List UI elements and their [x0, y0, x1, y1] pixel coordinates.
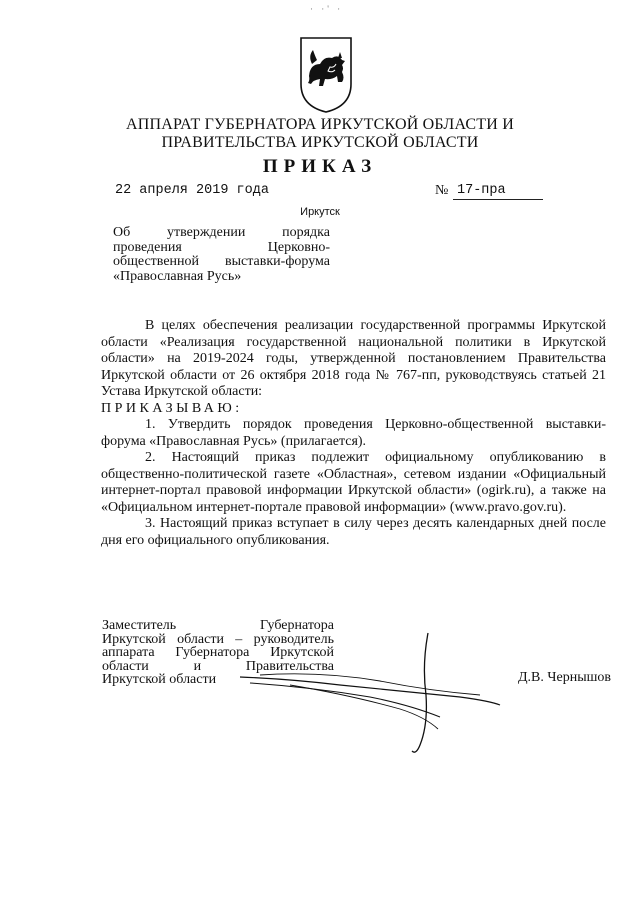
order-item-3: 3. Настоящий приказ вступает в силу через десять календарных дней после дня его официального опубликования.: [101, 516, 606, 548]
order-date: 22 апреля 2019 года: [115, 183, 269, 198]
order-body: [101, 318, 606, 549]
order-word: ПРИКАЗЫВАЮ:: [101, 400, 243, 416]
order-number: 17-пра: [453, 183, 543, 200]
order-item-1: 1. Утвердить порядок проведения Церковно-общественной выставки-форума «Православная Русь» (прилагается).: [101, 417, 606, 449]
signatory-post-line: Иркутской области: [102, 672, 217, 687]
handwritten-signature: [200, 625, 520, 775]
signatory-post-line: Заместитель Губернатора: [102, 618, 334, 633]
org-name-line-2: ПРАВИТЕЛЬСТВА ИРКУТСКОЙ ОБЛАСТИ: [161, 134, 479, 151]
irkutsk-coat-of-arms-icon: [298, 34, 354, 114]
order-subject: Об утверждении порядка проведения Церковно-общественной выставки-форума «Православная Русь»: [113, 225, 330, 284]
signatory-post-line: Иркутской области – руководитель: [102, 631, 334, 647]
city: Иркутск: [300, 206, 340, 218]
signer-name: Д.В. Чернышов: [518, 670, 611, 685]
signatory-post-line: области и Правительства: [102, 658, 334, 674]
order-item-2: 2. Настоящий приказ подлежит официальному опубликованию в общественно-политической газете «Областная», сетевом издании «Официальный интернет-портал правовой информации Иркутской области» (ogirk.ru), а также на «Официальном интернет-портале правовой информации» (www.pravo.gov.ru).: [101, 450, 606, 515]
org-name-line-1: АППАРАТ ГУБЕРНАТОРА ИРКУТСКОЙ ОБЛАСТИ И: [126, 116, 514, 133]
signatory-post-line: аппарата Губернатора Иркутской: [102, 645, 334, 660]
document-title: ПРИКАЗ: [262, 156, 378, 177]
preamble: В целях обеспечения реализации государственной программы Иркутской области «Реализация государственной национальной политики в Иркутской области» на 2019-2024 годы, утвержденной постановлением Правительства Иркутской области от 26 октября 2018 года № 767-пп, руководствуясь статьей 21 Устава Иркутской области:: [101, 318, 606, 399]
scan-marks: · ·' ·: [310, 4, 344, 14]
order-number-label: №: [435, 183, 449, 198]
